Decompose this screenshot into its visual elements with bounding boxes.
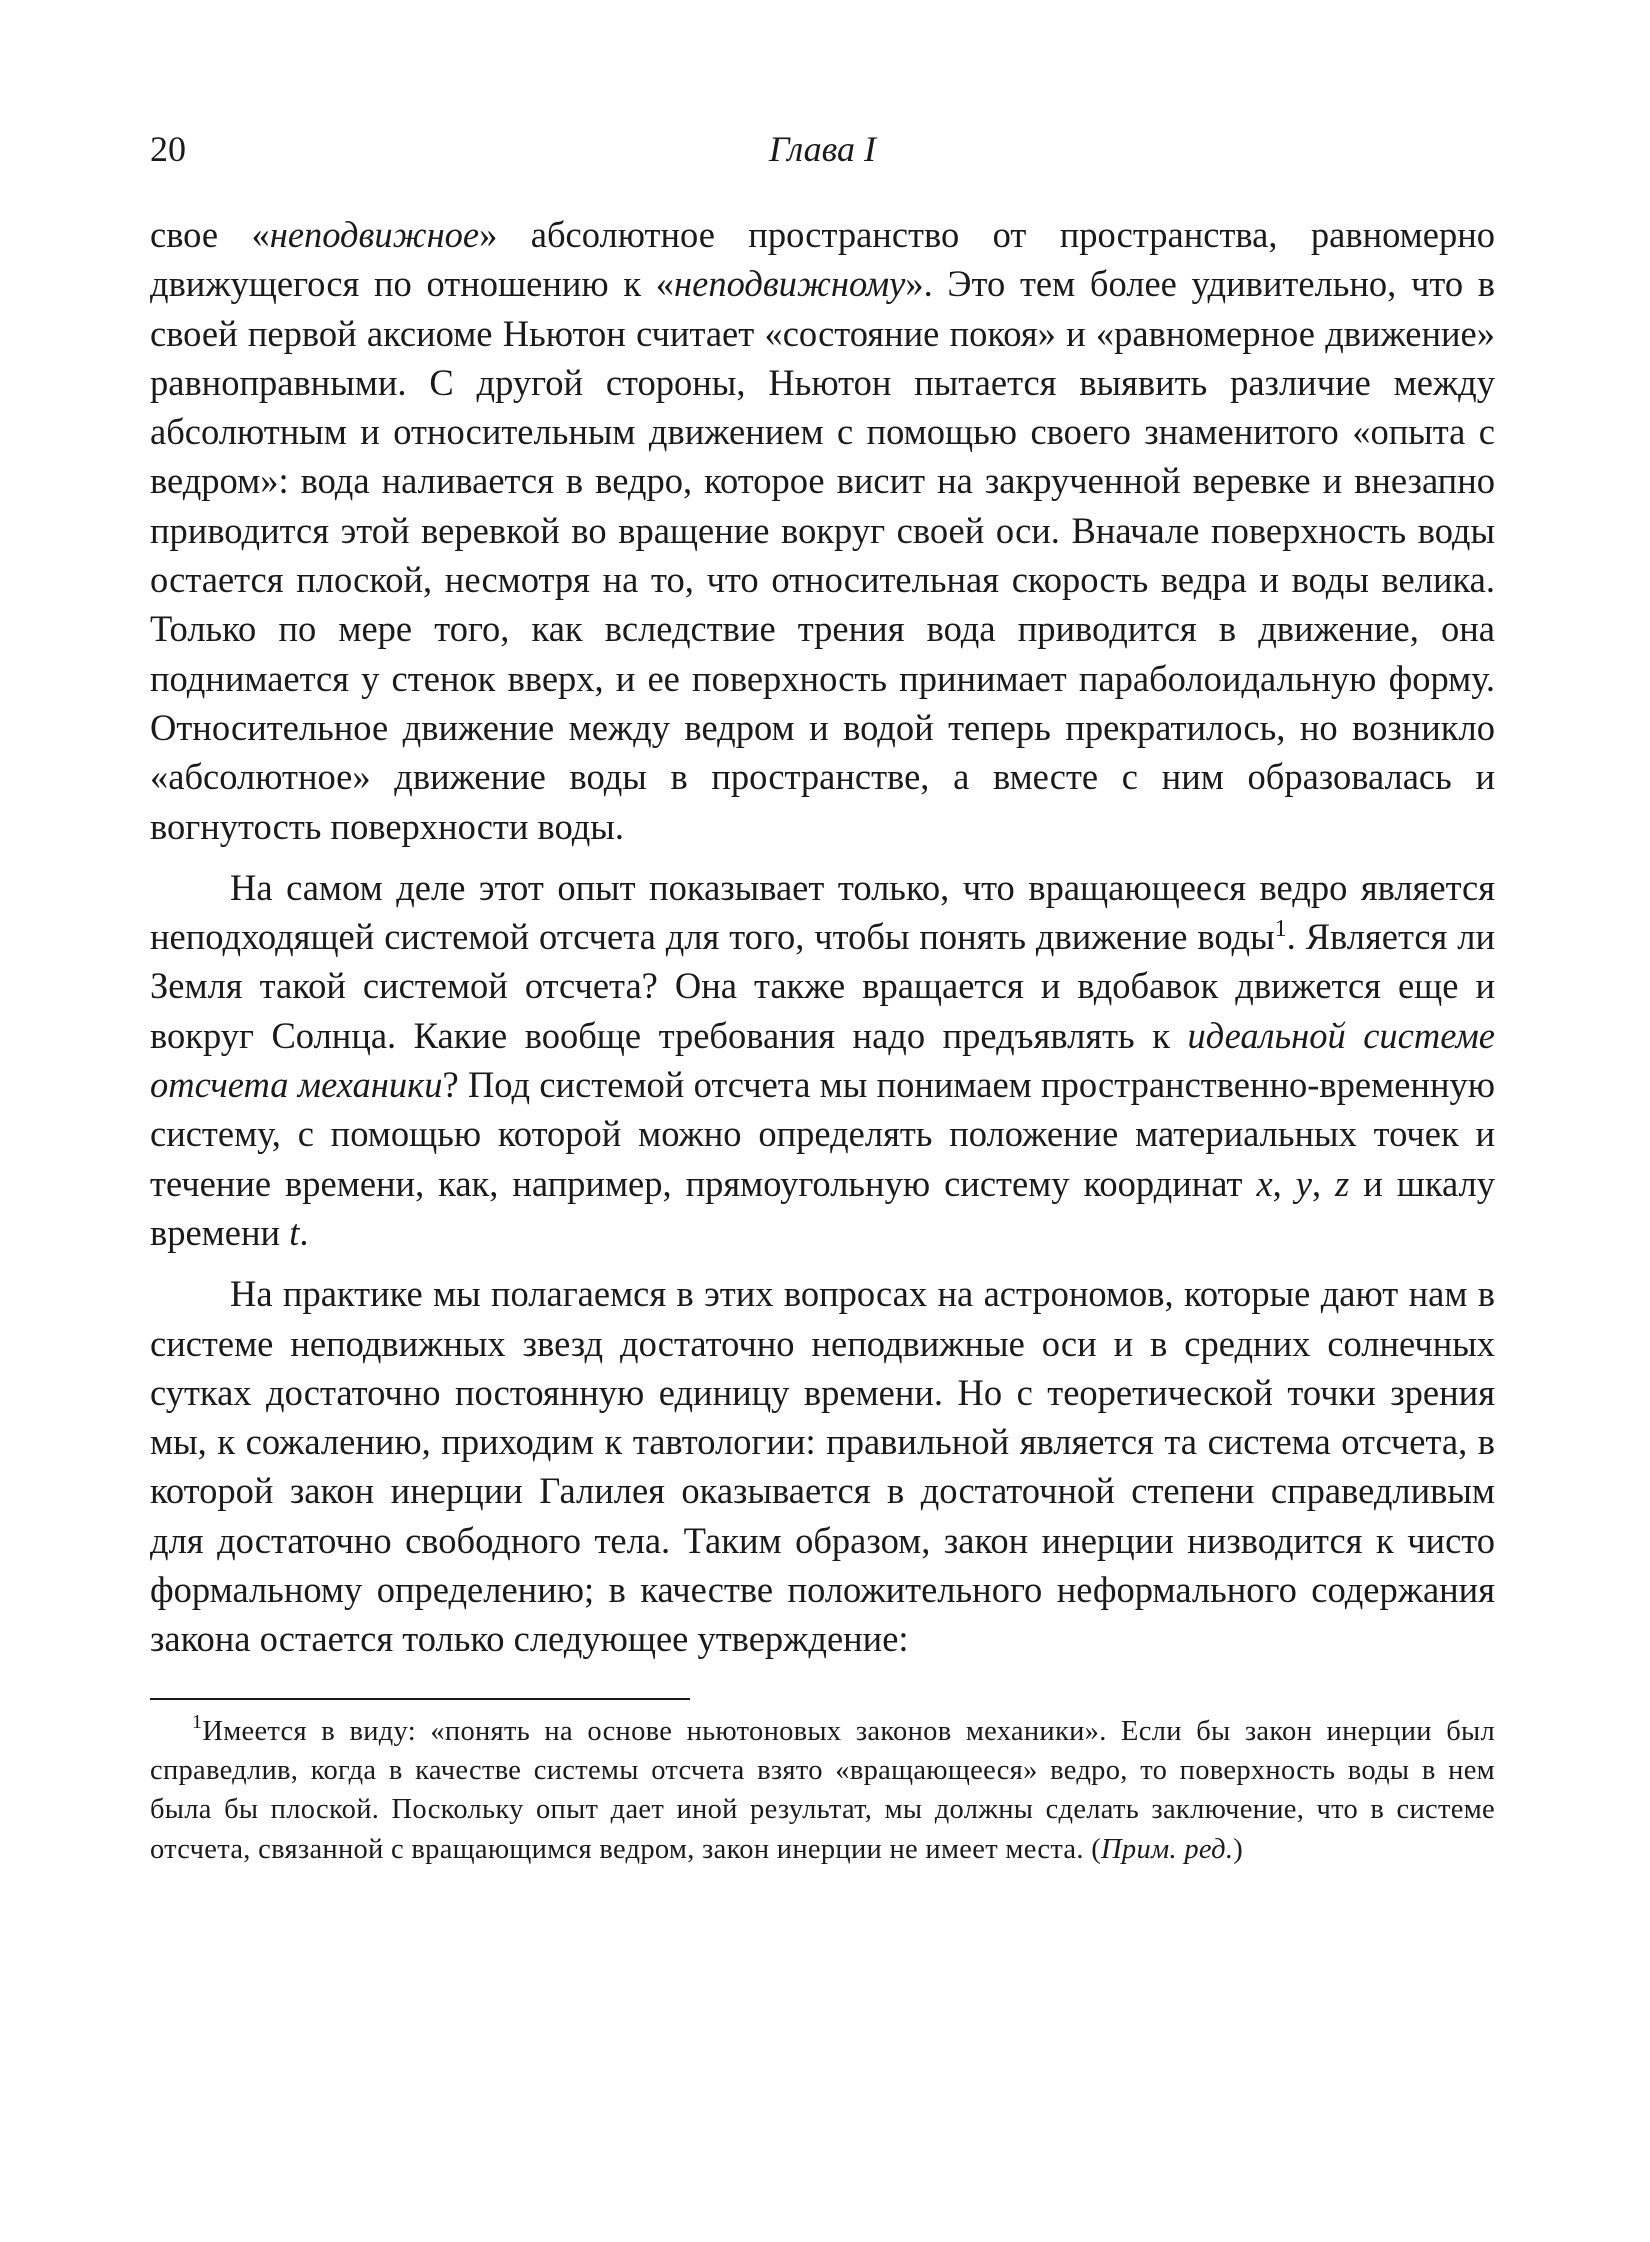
book-page (150, 120, 1495, 1869)
chapter-title: Глава I (768, 129, 877, 169)
p2-text-2: . Является ли Земля такой системой отсчета? Она также вращается и вдобавок движется еще и вокруг Солнца. Какие вообще требования надо предъявлять к (150, 916, 1495, 1056)
p1-text-2: » абсолютное пространство от пространства, равномерно движущегося по отношению к « (150, 214, 1495, 305)
main-text (150, 210, 1495, 1664)
p2-text-3: ? Под системой отсчета мы понимаем пространственно-временную систему, с помощью которой можно определять положение материальных точек и течение времени, как, например, прямоугольную систему координат (150, 1064, 1495, 1204)
paragraph-3: На практике мы полагаемся в этих вопросах на астрономов, которые дают нам в системе неподвижных звезд достаточно неподвижные оси и в средних солнечных сутках достаточно постоянную единицу времени. Но с теоретической точки зрения мы, к сожалению, приходим к тавтологии: правильной является та система отсчета, в которой закон инерции Галилея оказывается в достаточной степени справедливым для достаточно свободного тела. Таким образом, закон инерции низводится к чисто формальному определению; в качестве положительного неформального содержания закона остается только следующее утверждение: (150, 1273, 1495, 1660)
page-header (150, 120, 1495, 180)
var-z: z (1335, 1162, 1350, 1204)
fn-text-2: ) (1233, 1833, 1244, 1865)
p2-text-4: и шкалу времени (150, 1162, 1496, 1253)
p1-text-3: ». Это тем более удивительно, что в своей первой аксиоме Ньютон считает «состояние покоя» и «равномерное движение» равноправными. С другой стороны, Ньютон пытается выявить различие между абсолютным и относительным движением с помощью своего знаменитого «опыта с ведром»: вода наливается в ведро, которое висит на закрученной веревке и внезапно приводится этой веревкой во вращение вокруг своей оси. Вначале поверхность воды остается плоской, несмотря на то, что относительная скорость ведра и воды велика. Только по мере того, как вследствие трения вода приводится в движение, она поднимается у стенок вверх, и ее поверхность принимает параболоидальную форму. Относительное движение между ведром и водой теперь прекратилось, но возникло «абсолютное» движение воды в пространстве, а вместе с ним образовалась и вогнутость поверхности воды. (150, 263, 1496, 847)
footnote-reference[interactable]: 1 (1274, 915, 1287, 942)
footnote (150, 1712, 1495, 1869)
fn-italic-1: Прим. ред. (1101, 1833, 1234, 1865)
p2-italic-1: идеальной системе отсчета механики (150, 1014, 1495, 1106)
footnote-divider (150, 1698, 690, 1700)
paragraph-1 (150, 210, 1495, 851)
paragraph-2 (150, 863, 1495, 1257)
p1-italic-1: неподвижное (269, 214, 480, 255)
var-x: x (1256, 1162, 1273, 1204)
var-y: y (1295, 1162, 1312, 1204)
var-t: t (289, 1211, 300, 1253)
p2-sep-2: , (1311, 1162, 1336, 1204)
footnote-marker: 1 (192, 1710, 203, 1733)
footnote-text (150, 1712, 1495, 1869)
p2-sep-1: , (1272, 1162, 1296, 1204)
p2-text-5: . (299, 1211, 309, 1253)
p1-italic-2: неподвижному (674, 263, 906, 305)
p1-text-1: свое « (150, 214, 270, 255)
fn-text-1: Имеется в виду: «понять на основе ньютоновых законов механики». Если бы закон инерции был справедлив, когда в качестве системы отсчета взято «вращающееся» ведро, то поверхность воды в нем была бы плоской. Поскольку опыт дает иной результат, мы должны сделать заключение, что в системе отсчета, связанной с вращающимся ведром, закон инерции не имеет места. ( (150, 1715, 1495, 1865)
p2-text-1: На самом деле этот опыт показывает только, что вращающееся ведро является неподходящей системой отсчета для того, чтобы понять движение воды (150, 866, 1495, 958)
page-number: 20 (150, 129, 186, 169)
